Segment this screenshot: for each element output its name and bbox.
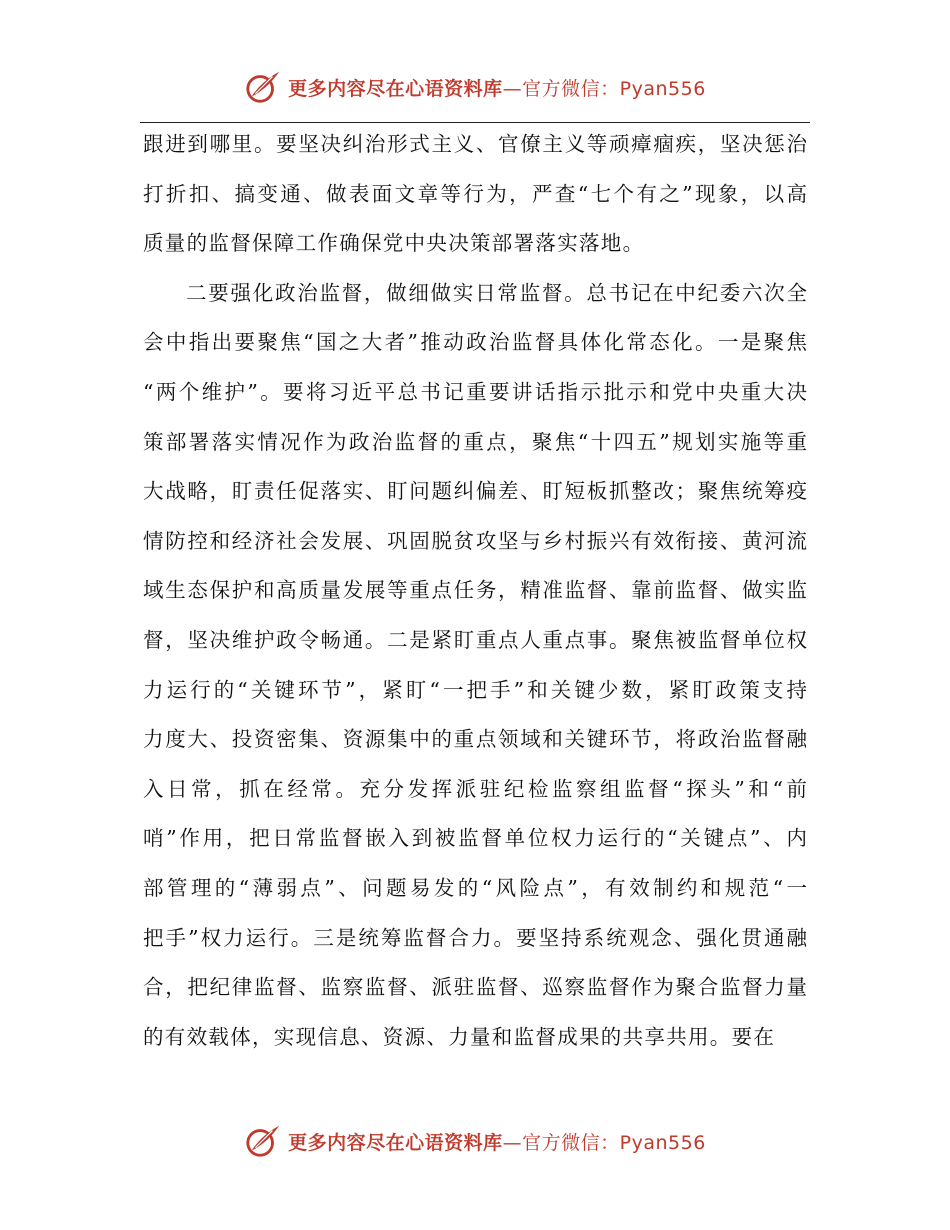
text-line: 策部署落实情况作为政治监督的重点，聚焦“十四五”规划实施等重 (143, 429, 807, 454)
text-line: 力度大、投资密集、资源集中的重点领域和关键环节，将政治监督融 (143, 727, 807, 752)
text-line: 部管理的“薄弱点”、问题易发的“风险点”，有效制约和规范“一 (143, 875, 807, 900)
text-line: 合，把纪律监督、监察监督、派驻监督、巡察监督作为聚合监督力量 (143, 975, 807, 1000)
paragraph-start-line: 二要强化政治监督，做细做实日常监督。总书记在中纪委六次全 (186, 280, 807, 305)
text-line: 会中指出要聚焦“国之大者”推动政治监督具体化常态化。一是聚焦 (143, 330, 807, 355)
header-brand: 更多内容尽在心语资料库 (288, 77, 503, 100)
footer-dash: — (502, 1131, 523, 1154)
text-line: 跟进到哪里。要坚决纠治形式主义、官僚主义等顽瘴痼疾，坚决惩治 (143, 132, 807, 156)
text-line: 质量的监督保障工作确保党中央决策部署落实落地。 (143, 231, 645, 256)
footer-banner-text (288, 1128, 706, 1155)
text-line: 大战略，盯责任促落实、盯问题纠偏差、盯短板抓整改；聚焦统筹疫 (143, 479, 807, 504)
footer-banner (0, 1122, 950, 1160)
quill-logo-icon (244, 68, 282, 106)
header-wechat: 官方微信：Pyan556 (522, 77, 706, 100)
text-line: 督，坚决维护政令畅通。二是紧盯重点人重点事。聚焦被监督单位权 (143, 627, 807, 652)
text-line: “两个维护”。要将习近平总书记重要讲话指示批示和党中央重大决 (143, 379, 807, 404)
quill-logo-icon (244, 1122, 282, 1160)
text-line: 把手”权力运行。三是统筹监督合力。要坚持系统观念、强化贯通融 (143, 925, 807, 950)
text-line: 情防控和经济社会发展、巩固脱贫攻坚与乡村振兴有效衔接、黄河流 (143, 528, 807, 553)
header-banner (0, 68, 950, 106)
text-line: 入日常，抓在经常。充分发挥派驻纪检监察组监督“探头”和“前 (143, 776, 807, 801)
header-dash: — (502, 77, 523, 100)
document-body (143, 120, 807, 1062)
text-line: 哨”作用，把日常监督嵌入到被监督单位权力运行的“关键点”、内 (143, 826, 807, 851)
footer-brand: 更多内容尽在心语资料库 (288, 1131, 503, 1154)
text-line: 打折扣、搞变通、做表面文章等行为，严查“七个有之”现象，以高 (143, 181, 807, 206)
text-line: 力运行的“关键环节”，紧盯“一把手”和关键少数，紧盯政策支持 (143, 677, 807, 702)
footer-wechat: 官方微信：Pyan556 (522, 1131, 706, 1154)
text-line: 域生态保护和高质量发展等重点任务，精准监督、靠前监督、做实监 (143, 578, 807, 603)
text-line: 的有效载体，实现信息、资源、力量和监督成果的共享共用。要在 (143, 1024, 776, 1049)
header-banner-text (288, 74, 706, 101)
